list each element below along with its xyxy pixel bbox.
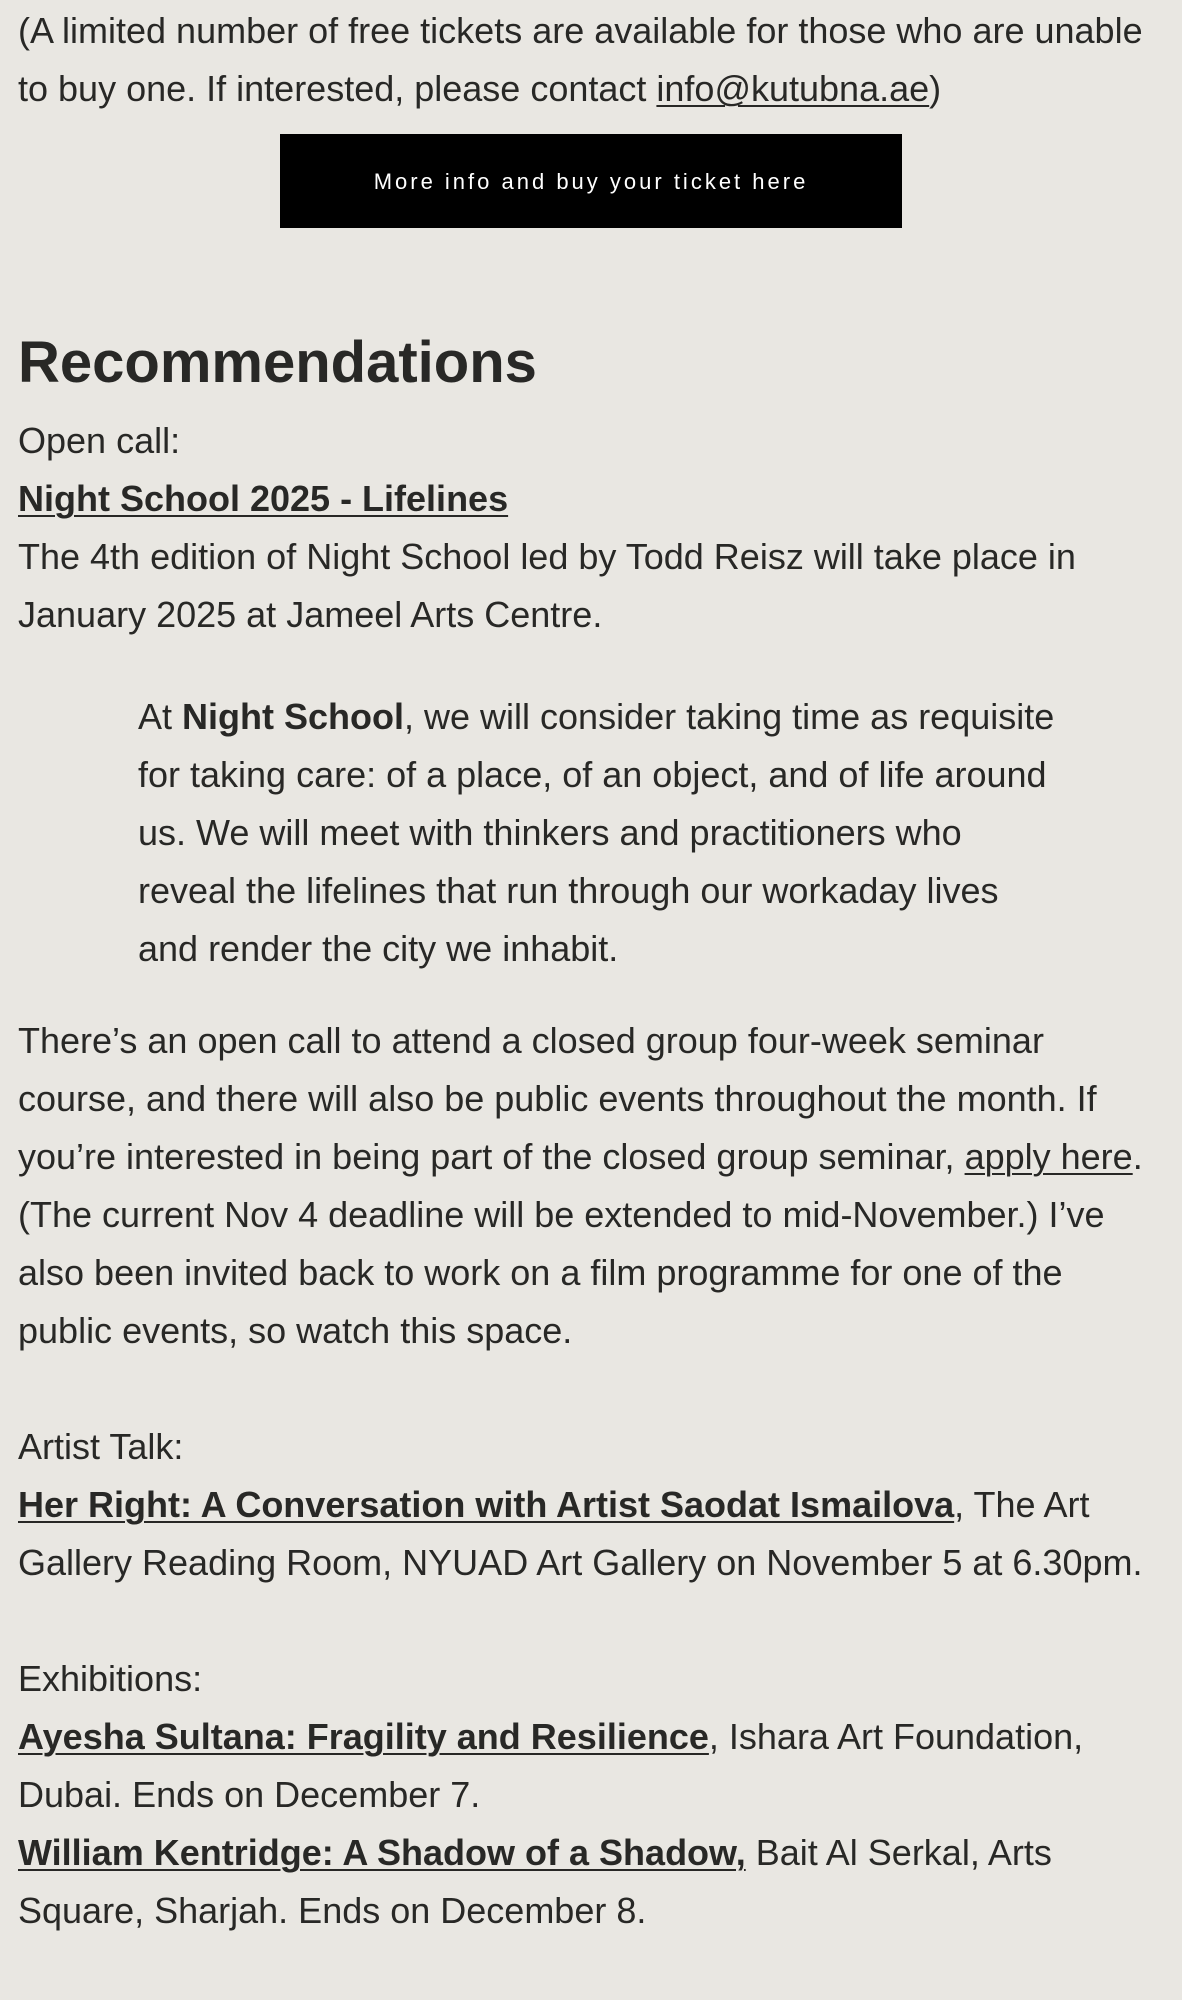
night-school-quote (138, 688, 1058, 978)
exhibitions-section (18, 1650, 1164, 1940)
exhibition-item (18, 1824, 1164, 1940)
quote-text (138, 688, 1058, 978)
open-call-label: Open call: (18, 420, 181, 461)
free-tickets-note (18, 0, 1164, 118)
artist-talk-details: , The Art Gallery Reading Room, NYUAD Art Gallery on November 5 at 6.30pm. (18, 1484, 1143, 1583)
free-tickets-close: ) (929, 68, 942, 109)
open-call-description: The 4th edition of Night School led by Todd Reisz will take place in January 2025 at Jameel Arts Centre. (18, 536, 1076, 635)
exhibition-item (18, 1708, 1164, 1824)
free-tickets-text: (A limited number of free tickets are available for those who are unable to buy one. If interested, please contact (18, 10, 1143, 109)
quote-bold: Night School (182, 696, 404, 737)
open-call-body-2: . (The current Nov 4 deadline will be extended to mid-November.) I’ve also been invited back to work on a film programme for one of the public events, so watch this space. (18, 1136, 1143, 1351)
apply-here-link[interactable]: apply here (964, 1136, 1133, 1177)
exhibition-details: Bait Al Serkal, Arts Square, Sharjah. Ends on December 8. (18, 1832, 1052, 1931)
open-call-title-line (18, 470, 1164, 528)
recommendations-heading: Recommendations (18, 330, 537, 395)
artist-talk-link[interactable]: Her Right: A Conversation with Artist Saodat Ismailova (18, 1484, 955, 1525)
open-call-body (18, 1012, 1164, 1360)
artist-talk-section (18, 1418, 1164, 1592)
email-link[interactable]: info@kutubna.ae (656, 68, 930, 109)
open-call-body-1: There’s an open call to attend a closed group four-week seminar course, and there will also be public events throughout the month. If you’re interested in being part of the closed group seminar, (18, 1020, 1097, 1177)
exhibitions-label: Exhibitions: (18, 1658, 203, 1699)
exhibition-link-ayesha-sultana[interactable]: Ayesha Sultana: Fragility and Resilience (18, 1716, 709, 1757)
artist-talk-label: Artist Talk: (18, 1426, 184, 1467)
night-school-link[interactable]: Night School 2025 - Lifelines (18, 478, 509, 519)
exhibition-details: , Ishara Art Foundation, Dubai. Ends on December 7. (18, 1716, 1084, 1815)
quote-rest: , we will consider taking time as requisite for taking care: of a place, of an object, and of life around us. We will meet with thinkers and practitioners who reveal the lifelines that run through our workaday lives and render the city we inhabit. (138, 696, 1055, 969)
buy-ticket-button[interactable]: More info and buy your ticket here (280, 134, 902, 228)
cta-container (18, 134, 1164, 228)
quote-prefix: At (138, 696, 183, 737)
artist-talk-entry (18, 1476, 1164, 1592)
exhibition-link-william-kentridge[interactable]: William Kentridge: A Shadow of a Shadow, (18, 1832, 746, 1873)
